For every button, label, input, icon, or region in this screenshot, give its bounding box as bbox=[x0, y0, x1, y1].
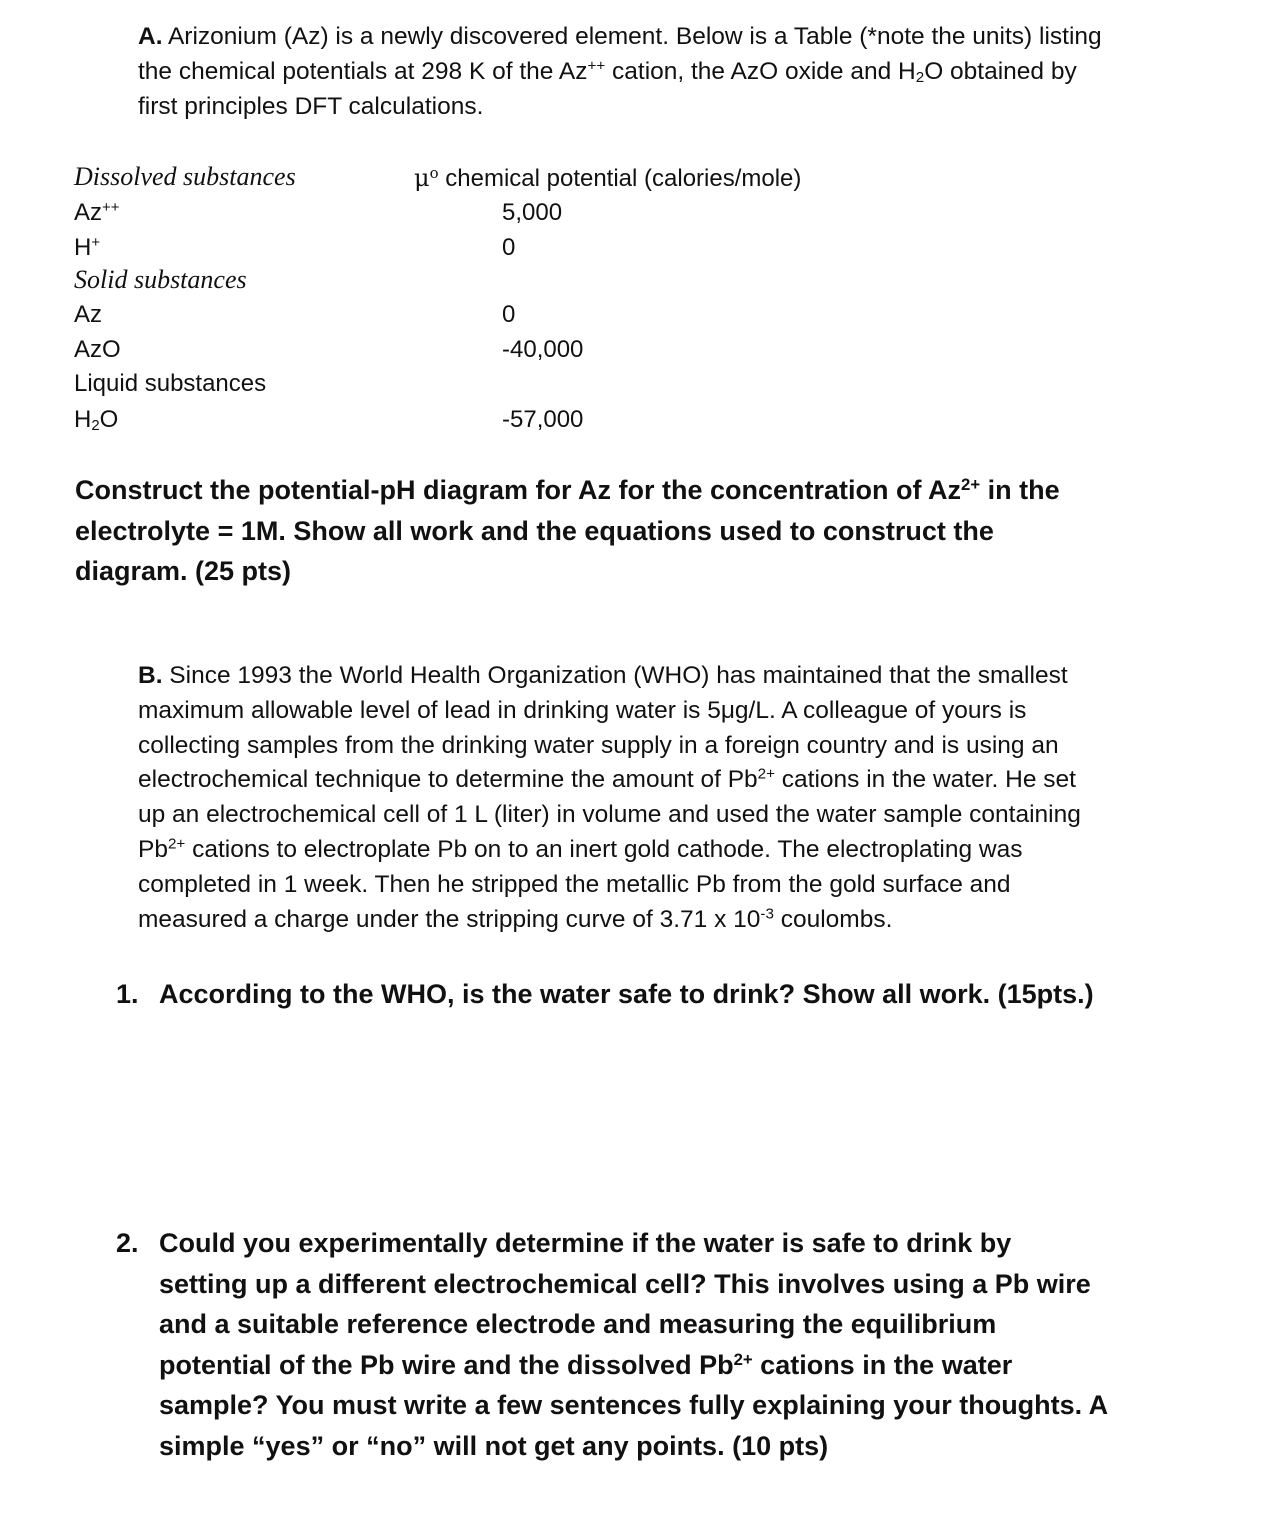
species-az-cation: Az++ bbox=[74, 199, 120, 226]
section-b-label: B. bbox=[138, 662, 163, 689]
species-azo: AzO bbox=[74, 336, 121, 363]
section-b-line-5: up an electrochemical cell of 1 L (liter) in volume and used the water sample containing bbox=[138, 801, 1081, 829]
question-1-text: According to the WHO, is the water safe to drink? Show all work. (15pts.) bbox=[159, 979, 1094, 1009]
value-h-cation: 0 bbox=[502, 234, 516, 261]
question-1-number: 1. bbox=[116, 979, 139, 1009]
value-azo: -40,000 bbox=[502, 336, 584, 363]
section-b-line-1: B. Since 1993 the World Health Organization (WHO) has maintained that the smallest bbox=[138, 662, 1068, 689]
table-header-dissolved: Dissolved substances bbox=[74, 162, 296, 191]
section-a-label: A. bbox=[138, 23, 163, 50]
species-az: Az bbox=[74, 301, 103, 328]
section-b-line-6: $Pb^{2+}$ cations to electroplate Pb on to an inert gold cathode. The electroplating was bbox=[138, 835, 1023, 863]
species-water: $H_2O$ bbox=[74, 406, 119, 434]
section-a-paragraph bbox=[138, 19, 1238, 124]
section-b-line-8: measured a charge under the stripping curve of 3.71 x $10^{-3}$ coulombs. bbox=[138, 905, 893, 933]
question-2-number: 2. bbox=[116, 1228, 139, 1258]
group-solid-substances: Solid substances bbox=[74, 265, 247, 294]
question-2 bbox=[116, 1223, 1236, 1473]
value-az-cation: 5,000 bbox=[502, 199, 563, 226]
section-b-line-7: completed in 1 week. Then he stripped the metallic Pb from the gold surface and bbox=[138, 870, 1011, 898]
construct-line-3: diagram. (25 pts) bbox=[75, 556, 292, 586]
question-1 bbox=[116, 974, 1236, 1018]
section-a-line-1: A. Arizonium (Az) is a newly discovered element. Below is a Table (*note the units) listing bbox=[138, 23, 1102, 50]
group-liquid-substances: Liquid substances bbox=[74, 370, 267, 397]
construct-line-1: Construct the potential-pH diagram for Az for the concentration of $Az^{2+}$ in the bbox=[75, 474, 1060, 505]
question-2-text: Could you experimentally determine if the water is safe to drink by setting up a different electrochemical cell? This involves using a Pb wire and a suitable reference electrode and measuring the equilibrium potential of the Pb wire and the dissolved $Pb^{2+}$ cations in the water sample? You must write a few sentences fully explaining your thoughts. A simple “yes” or “no” will not get any points. (10 pts) bbox=[159, 1228, 1109, 1461]
section-b-line-3: collecting samples from the drinking water supply in a foreign country and is using an bbox=[138, 731, 1059, 759]
value-az: 0 bbox=[502, 301, 516, 328]
species-h-cation: H+ bbox=[74, 234, 101, 261]
table-header-potential: $\mu^o$ chemical potential (calories/mole) bbox=[414, 163, 802, 192]
construct-line-2: electrolyte = 1M. Show all work and the equations used to construct the bbox=[75, 515, 994, 546]
construct-question bbox=[75, 470, 1225, 592]
section-b-line-4: electrochemical technique to determine the amount of $Pb^{2+}$ cations in the water. He set bbox=[138, 766, 1076, 794]
section-b-line-2: maximum allowable level of lead in drinking water is 5μg/L. A colleague of yours is bbox=[138, 696, 1027, 724]
value-water: -57,000 bbox=[502, 406, 584, 433]
section-b-paragraph bbox=[138, 659, 1238, 937]
section-a-line-2: the chemical potentials at 298 K of the Az++ cation, the AzO oxide and $H_2O$ obtained by bbox=[138, 57, 1077, 87]
section-a-line-3: first principles DFT calculations. bbox=[138, 93, 484, 120]
